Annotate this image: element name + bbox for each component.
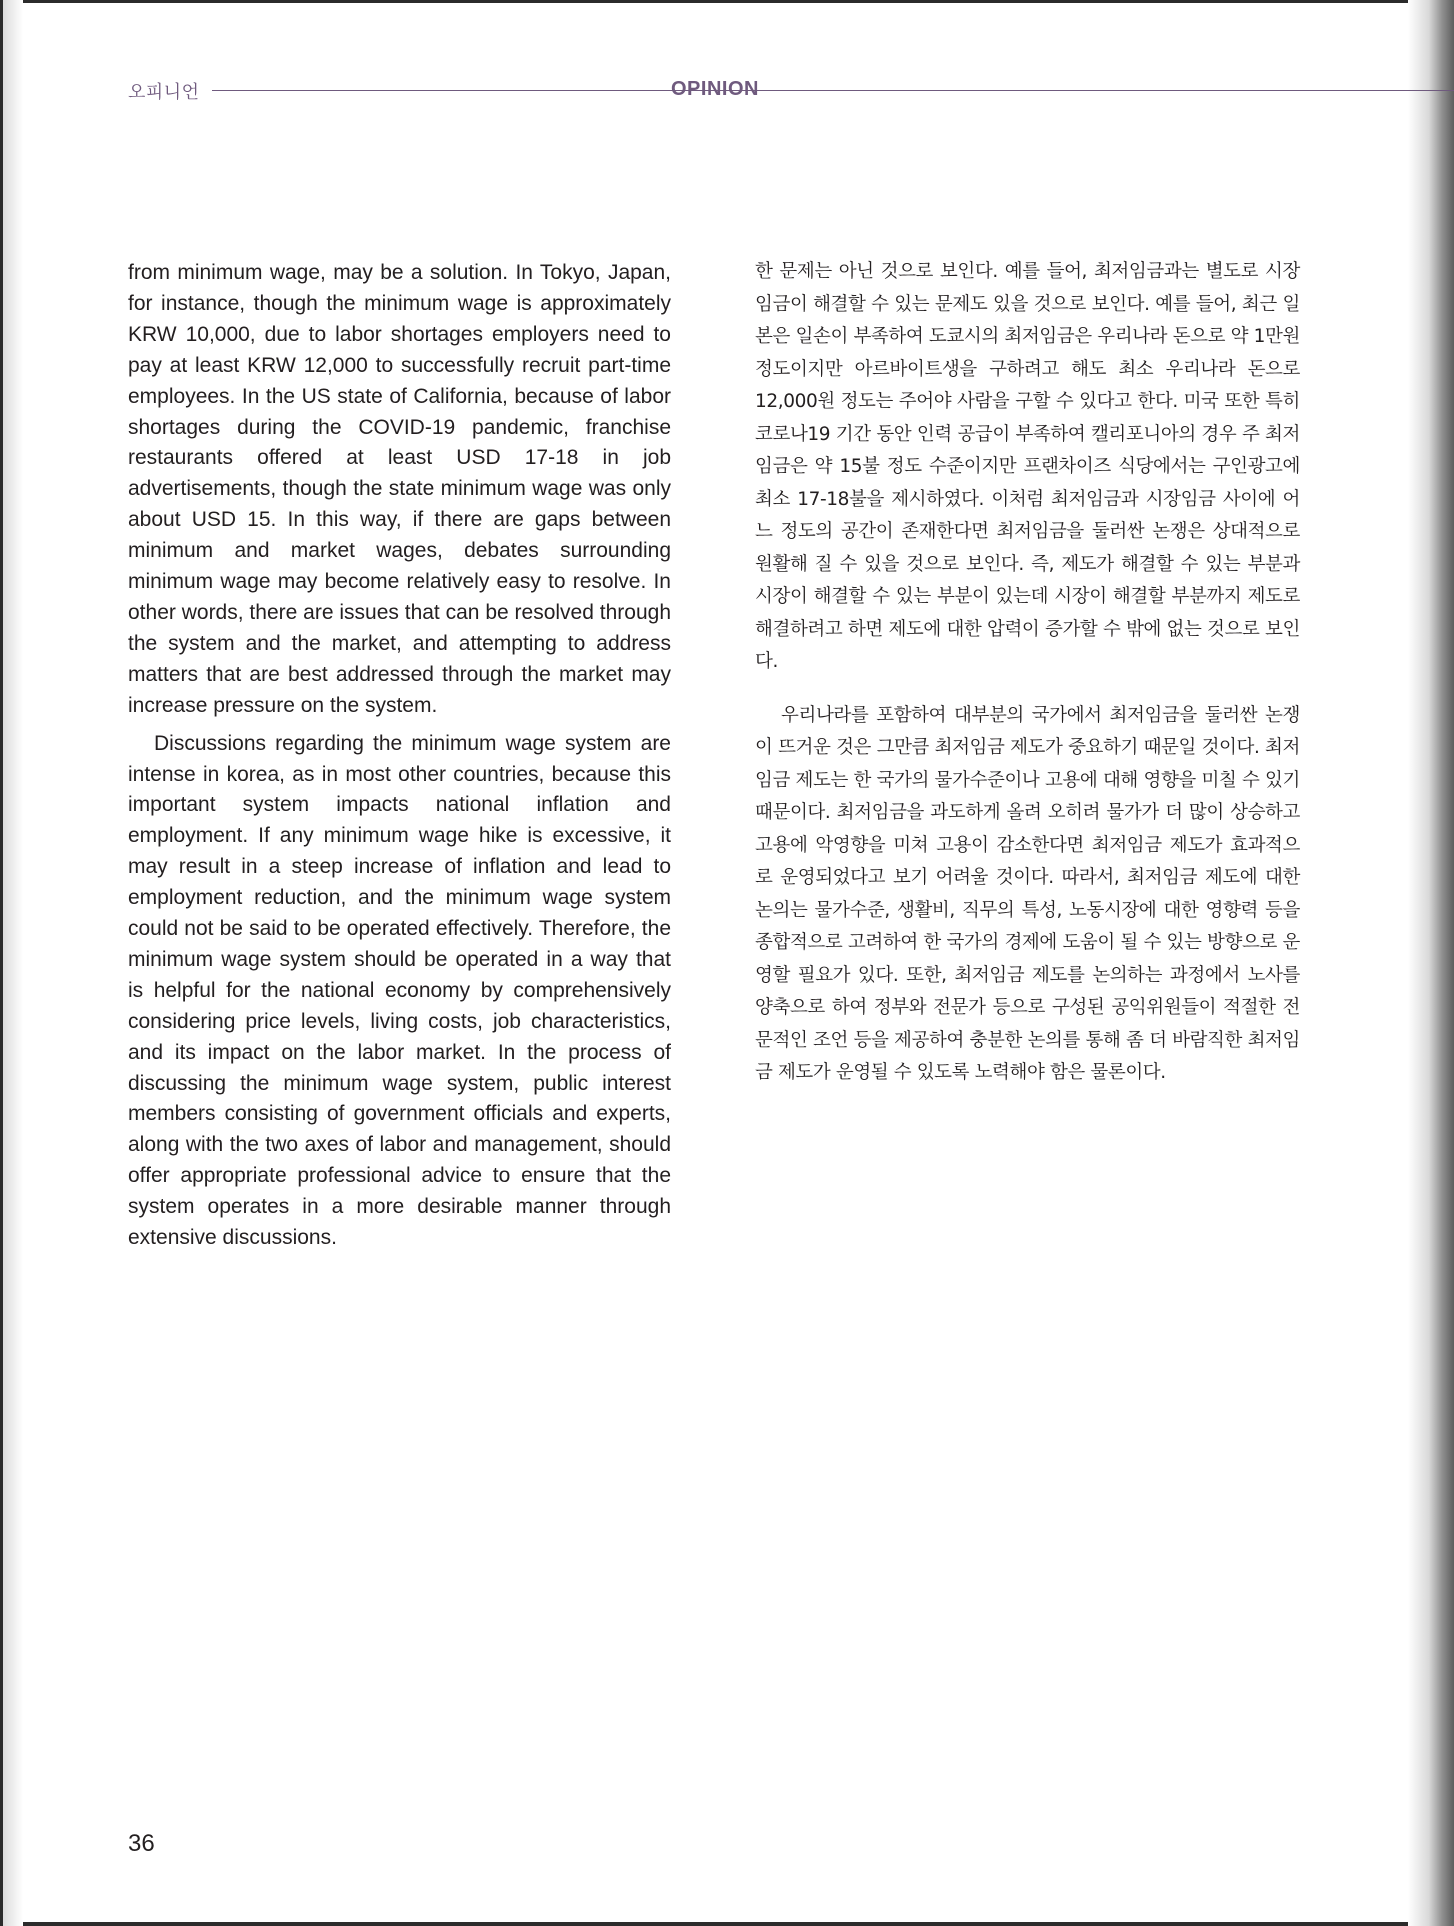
page-border-top	[0, 0, 1454, 3]
binding-shadow	[1408, 0, 1454, 1926]
page-border-bottom	[0, 1922, 1454, 1926]
korean-paragraph-1: 한 문제는 아닌 것으로 보인다. 예를 들어, 최저임금과는 별도로 시장임금이 해결할 수 있는 문제도 있을 것으로 보인다. 예를 들어, 최근 일본은 일손이 부족하여 도쿄시의 최저임금은 우리나라 돈으로 약 1만원 정도이지만 아르바이트생을 구하려고 해도 최소 우리나라 돈으로 12,000원 정도는 주어야 사람을 구할 수 있다고 한다. 미국 또한 특히 코로나19 기간 동안 인력 공급이 부족하여 캘리포니아의 경우 주 최저임금은 약 15불 정도 수준이지만 프랜차이즈 식당에서는 구인광고에 최소 17-18불을 제시하였다. 이처럼 최저임금과 시장임금 사이에 어느 정도의 공간이 존재한다면 최저임금을 둘러싼 논쟁은 상대적으로 원활해 질 수 있을 것으로 보인다. 즉, 제도가 해결할 수 있는 부분과 시장이 해결할 수 있는 부분이 있는데 시장이 해결할 부분까지 제도로 해결하려고 하면 제도에 대한 압력이 증가할 수 밖에 없는 것으로 보인다.	[755, 261, 1300, 672]
page-number: 36	[128, 1830, 155, 1857]
korean-column	[755, 256, 1300, 1090]
page-edge-shadow	[3, 0, 23, 1926]
section-label-korean: 오피니언	[128, 82, 200, 103]
header-rule-right	[766, 90, 1454, 91]
english-paragraph-2: Discussions regarding the minimum wage system are intense in korea, as in most other countries, because this important system impacts national inflation and employment. If any minimum wage hike is excessive, it may result in a steep increase of inflation and lead to employment reduction, and the minimum wage system could not be said to be operated effectively. Therefore, the minimum wage system should be operated in a way that is helpful for the national economy by comprehensively considering price levels, living costs, job characteristics, and its impact on the labor market. In the process of discussing the minimum wage system, public interest members consisting of government officials and experts, along with the two axes of labor and management, should offer appropriate professional advice to ensure that the system operates in a more desirable manner through extensive discussions.	[128, 731, 671, 1250]
korean-paragraph-2: 우리나라를 포함하여 대부분의 국가에서 최저임금을 둘러싼 논쟁이 뜨거운 것은 그만큼 최저임금 제도가 중요하기 때문일 것이다. 최저임금 제도는 한 국가의 물가수준이나 고용에 대해 영향을 미칠 수 있기 때문이다. 최저임금을 과도하게 올려 오히려 물가가 더 많이 상승하고 고용에 악영향을 미쳐 고용이 감소한다면 최저임금 제도가 효과적으로 운영되었다고 보기 어려울 것이다. 따라서, 최저임금 제도에 대한 논의는 물가수준, 생활비, 직무의 특성, 노동시장에 대한 영향력 등을 종합적으로 고려하여 한 국가의 경제에 도움이 될 수 있는 방향으로 운영할 필요가 있다. 또한, 최저임금 제도를 논의하는 과정에서 노사를 양축으로 하여 정부와 전문가 등으로 구성된 공익위원들이 적절한 전문적인 조언 등을 제공하여 충분한 논의를 통해 좀 더 바람직한 최저임금 제도가 운영될 수 있도록 노력해야 함은 물론이다.	[755, 704, 1300, 1083]
english-column	[128, 258, 671, 1254]
section-label-english: OPINION	[671, 78, 759, 100]
english-paragraph-1: from minimum wage, may be a solution. In Tokyo, Japan, for instance, though the minimum wage is approximately KRW 10,000, due to labor shortages employers need to pay at least KRW 12,000 to successfully recruit part-time employees. In the US state of California, because of labor shortages during the COVID-19 pandemic, franchise restaurants offered at least USD 17-18 in job advertisements, though the state minimum wage was only about USD 15. In this way, if there are gaps between minimum and market wages, debates surrounding minimum wage may become relatively easy to resolve. In other words, there are issues that can be resolved through the system and the market, and attempting to address matters that are best addressed through the market may increase pressure on the system.	[128, 261, 671, 717]
section-header	[128, 78, 1454, 104]
